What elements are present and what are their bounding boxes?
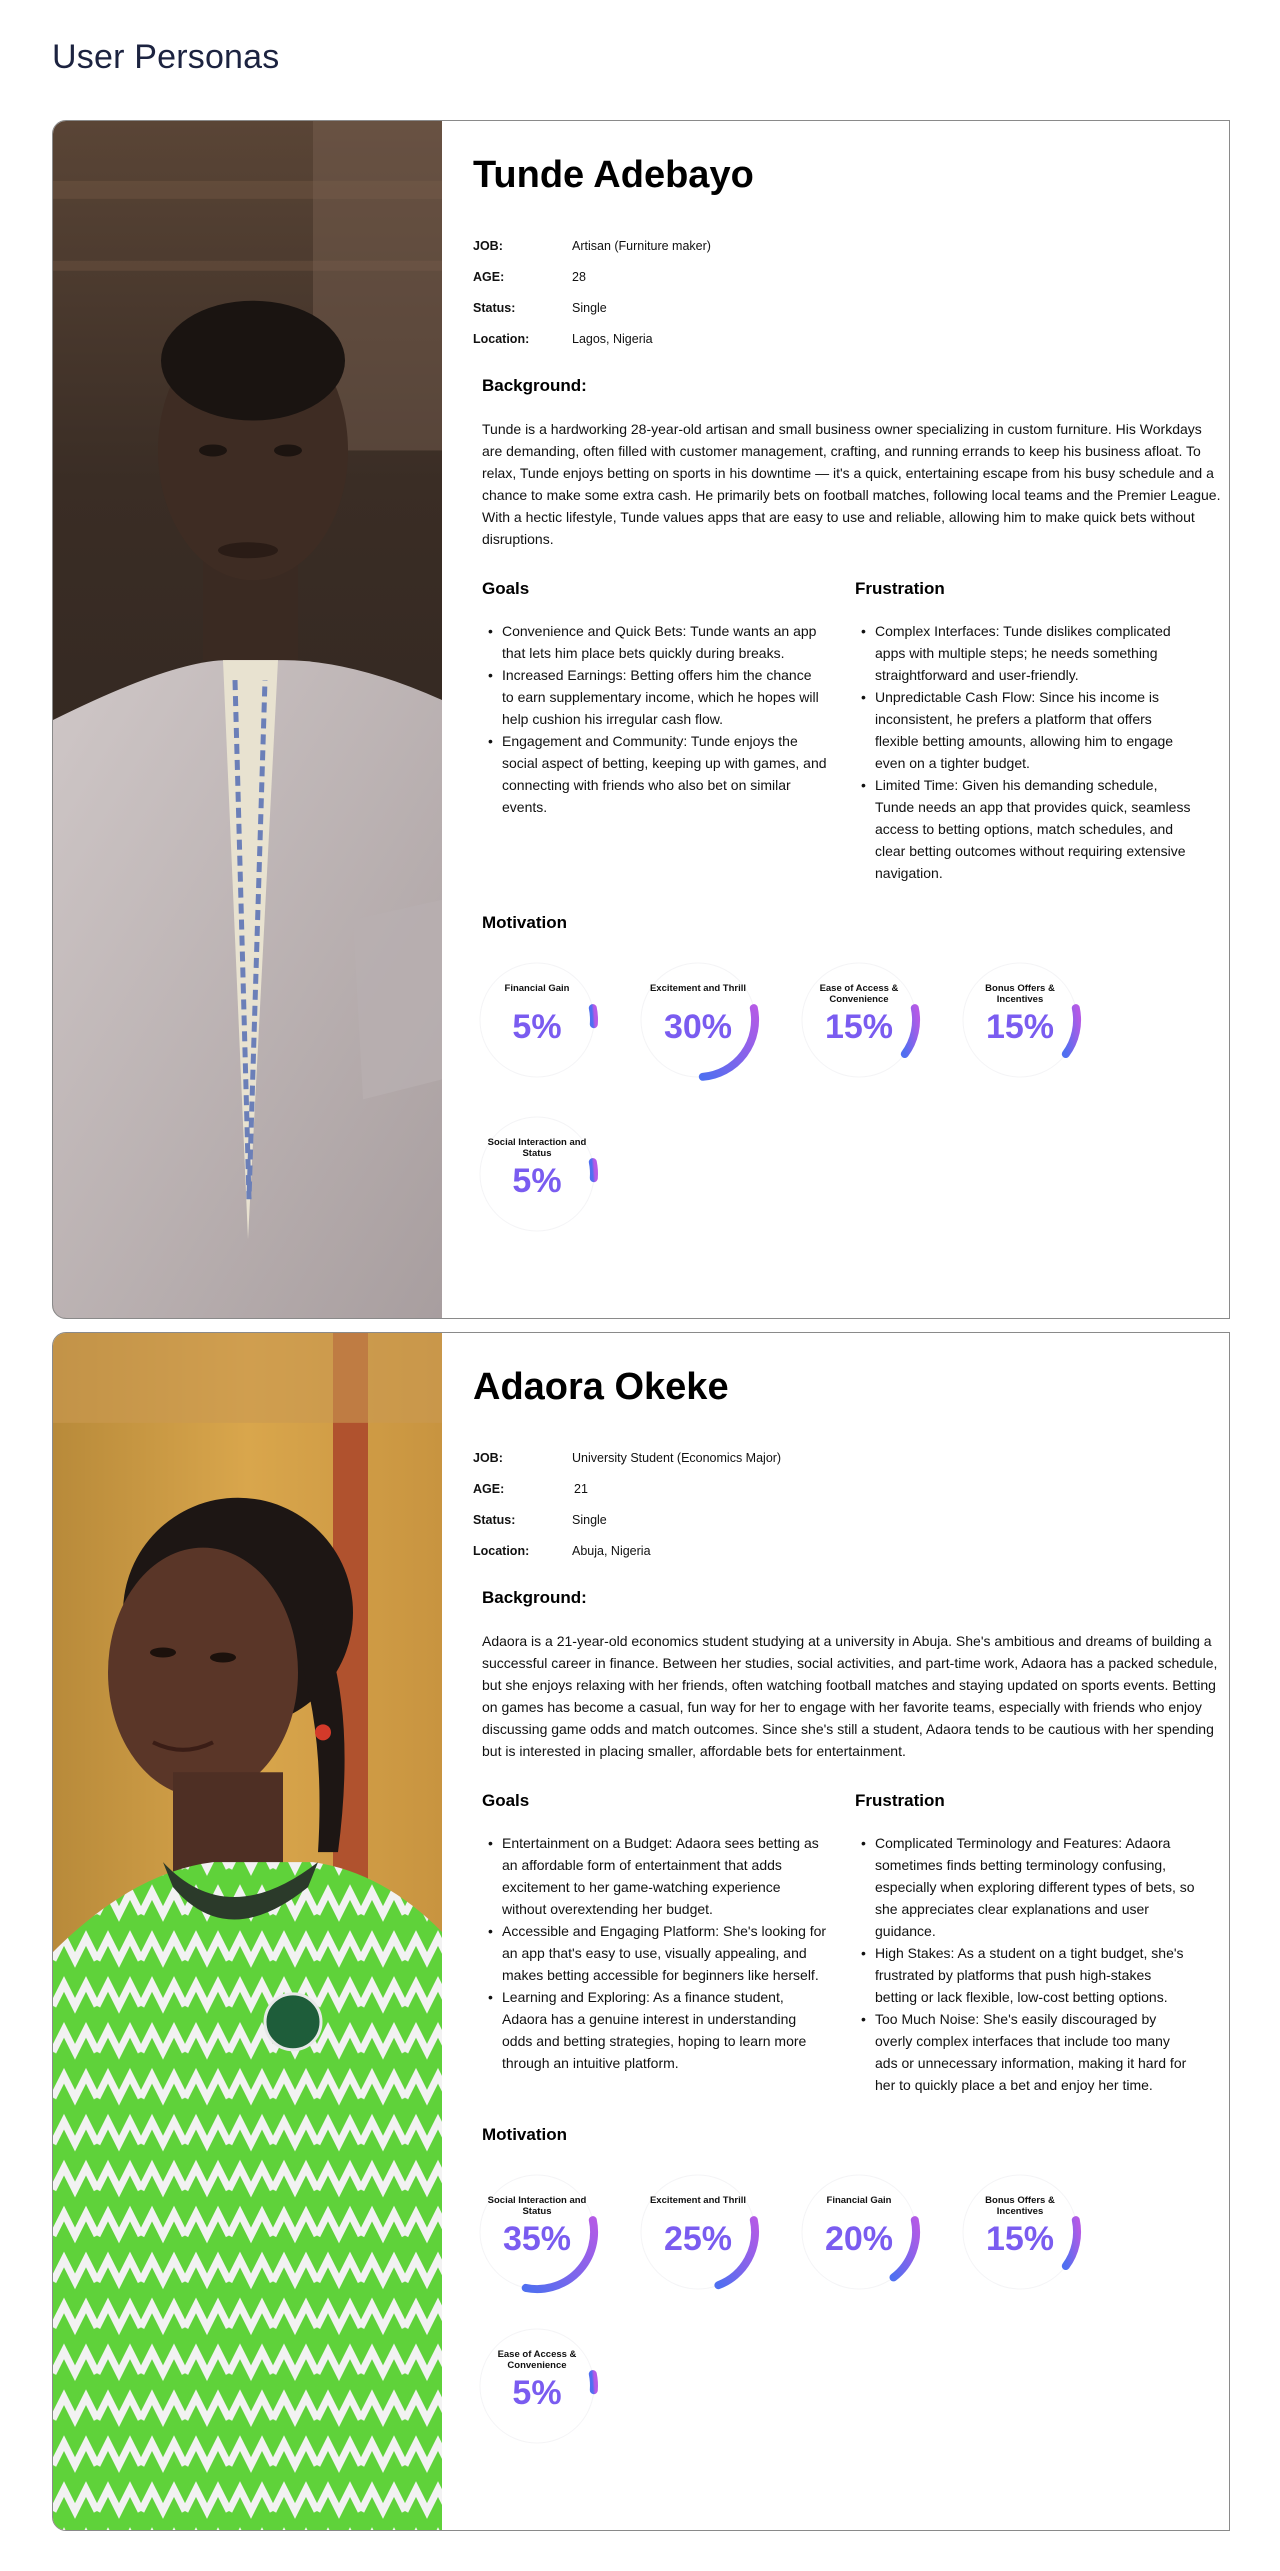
motivation-grid: [472, 2167, 1112, 2487]
gauge-label: Ease of Access & Convenience: [819, 983, 899, 1005]
goals-list: [482, 620, 827, 818]
fact-status: Status: Single: [473, 1513, 607, 1527]
goal-item: • Learning and Exploring: As a finance student, Adaora has a genuine interest in understanding odds and betting strategies, hoping to learn more through an intuitive platform.: [482, 1986, 827, 2074]
gauge-label: Bonus Offers & Incentives: [985, 2195, 1055, 2217]
motivation-gauge: [794, 955, 934, 1095]
frustration-item: • Limited Time: Given his demanding schedule, Tunde needs an app that provides quick, seamless access to betting options, match schedules, and clear betting outcomes without requiring extensive navigation.: [855, 774, 1195, 884]
motivation-gauge: [472, 2321, 612, 2461]
persona-name: Adaora Okeke: [473, 1366, 729, 1408]
background-heading: Background:: [482, 1588, 587, 1607]
fact-job: JOB: University Student (Economics Major): [473, 1451, 782, 1465]
persona-name: Tunde Adebayo: [473, 154, 754, 196]
fact-age: AGE: 21: [473, 1482, 588, 1496]
frustration-heading: Frustration: [855, 579, 945, 598]
persona-photo: [53, 1333, 442, 2530]
motivation-gauge: [633, 955, 773, 1095]
motivation-gauge: [472, 955, 612, 1095]
motivation-gauge: [794, 2167, 934, 2307]
gauge-percent: 20%: [824, 2220, 894, 2258]
gauge-percent: 35%: [502, 2220, 572, 2258]
fact-job: JOB: Artisan (Furniture maker): [473, 239, 711, 253]
fact-location: Location: Lagos, Nigeria: [473, 332, 653, 346]
fact-age: AGE: 28: [473, 270, 586, 284]
background-heading: Background:: [482, 376, 587, 395]
goals-heading: Goals: [482, 1791, 530, 1810]
gauge-label: Bonus Offers & Incentives: [985, 983, 1055, 1005]
background-text: Adaora is a 21-year-old economics student studying at a university in Abuja. She's ambitious and dreams of building a successful career in finance. Between her studies, social activities, and part-time work, Adaora has a packed schedule, but she enjoys relaxing with her friends, often watching football matches and staying updated on sports events. Betting on games has become a casual, fun way for her to engage with her favorite teams, especially with friends who enjoy discussing game odds and match outcomes. Since she's still a student, Adaora tends to be cautious with her spending but is interested in placing smaller, affordable bets for entertainment.: [482, 1633, 1218, 1759]
persona-card: [52, 1332, 1230, 2531]
frustration-item: • Complex Interfaces: Tunde dislikes complicated apps with multiple steps; he needs something straightforward and user-friendly.: [855, 620, 1195, 686]
gauge-label: Ease of Access & Convenience: [497, 2349, 577, 2371]
gauge-percent: 15%: [985, 2220, 1055, 2258]
frustration-item: • High Stakes: As a student on a tight budget, she's frustrated by platforms that push high-stakes betting or lack flexible, low-cost betting options.: [855, 1942, 1195, 2008]
gauge-label: Excitement and Thrill: [649, 983, 747, 994]
fact-location: Location: Abuja, Nigeria: [473, 1544, 651, 1558]
gauge-percent: 25%: [663, 2220, 733, 2258]
gauge-percent: 5%: [512, 2374, 562, 2412]
goal-item: • Convenience and Quick Bets: Tunde wants an app that lets him place bets quickly during breaks.: [482, 620, 827, 664]
frustration-list: [855, 620, 1195, 884]
goal-item: • Increased Earnings: Betting offers him the chance to earn supplementary income, which he hopes will help cushion his irregular cash flow.: [482, 664, 827, 730]
frustration-heading: Frustration: [855, 1791, 945, 1810]
gauge-percent: 15%: [824, 1008, 894, 1046]
gauge-percent: 15%: [985, 1008, 1055, 1046]
goal-item: • Entertainment on a Budget: Adaora sees betting as an affordable form of entertainment that adds excitement to her game-watching experience without overextending her budget.: [482, 1832, 827, 1920]
frustration-list: [855, 1832, 1195, 2096]
persona-facts: [473, 239, 973, 363]
persona-facts: [473, 1451, 973, 1575]
fact-status: Status: Single: [473, 301, 607, 315]
gauge-percent: 5%: [512, 1162, 562, 1200]
motivation-gauge: [472, 1109, 612, 1249]
goal-item: • Accessible and Engaging Platform: She's looking for an app that's easy to use, visually appealing, and makes betting accessible for beginners like herself.: [482, 1920, 827, 1986]
goals-list: [482, 1832, 827, 2074]
motivation-gauge: [472, 2167, 612, 2307]
frustration-item: • Unpredictable Cash Flow: Since his income is inconsistent, he prefers a platform that offers flexible betting amounts, allowing him to engage even on a tighter budget.: [855, 686, 1195, 774]
goals-heading: Goals: [482, 579, 530, 598]
frustration-item: • Complicated Terminology and Features: Adaora sometimes finds betting terminology confusing, especially when exploring different types of bets, so she appreciates clear explanations and user guidance.: [855, 1832, 1195, 1942]
motivation-gauge: [955, 2167, 1095, 2307]
gauge-label: Excitement and Thrill: [649, 2195, 747, 2206]
motivation-heading: Motivation: [482, 913, 567, 932]
frustration-item: • Too Much Noise: She's easily discouraged by overly complex interfaces that include too many ads or unnecessary information, making it hard for her to quickly place a bet and enjoy her time.: [855, 2008, 1195, 2096]
gauge-label: Social Interaction and Status: [487, 1137, 587, 1159]
motivation-gauge: [633, 2167, 773, 2307]
motivation-gauge: [955, 955, 1095, 1095]
gauge-label: Financial Gain: [504, 983, 570, 994]
persona-photo: [53, 121, 442, 1318]
goal-item: • Engagement and Community: Tunde enjoys the social aspect of betting, keeping up with games, and connecting with friends who also bet on similar events.: [482, 730, 827, 818]
page-title: User Personas: [52, 38, 280, 76]
gauge-label: Social Interaction and Status: [487, 2195, 587, 2217]
background-text: Tunde is a hardworking 28-year-old artisan and small business owner specializing in custom furniture. His Workdays are demanding, often filled with customer management, crafting, and running errands to keep his business afloat. To relax, Tunde enjoys betting on sports in his downtime — it's a quick, entertaining escape from his busy schedule and a chance to make some extra cash. He primarily bets on football matches, following local teams and the Premier League. With a hectic lifestyle, Tunde values apps that are easy to use and reliable, allowing him to make quick bets without disruptions.: [482, 421, 1221, 547]
motivation-grid: [472, 955, 1112, 1275]
gauge-label: Financial Gain: [826, 2195, 892, 2206]
gauge-percent: 5%: [512, 1008, 562, 1046]
motivation-heading: Motivation: [482, 2125, 567, 2144]
gauge-percent: 30%: [663, 1008, 733, 1046]
persona-card: [52, 120, 1230, 1319]
